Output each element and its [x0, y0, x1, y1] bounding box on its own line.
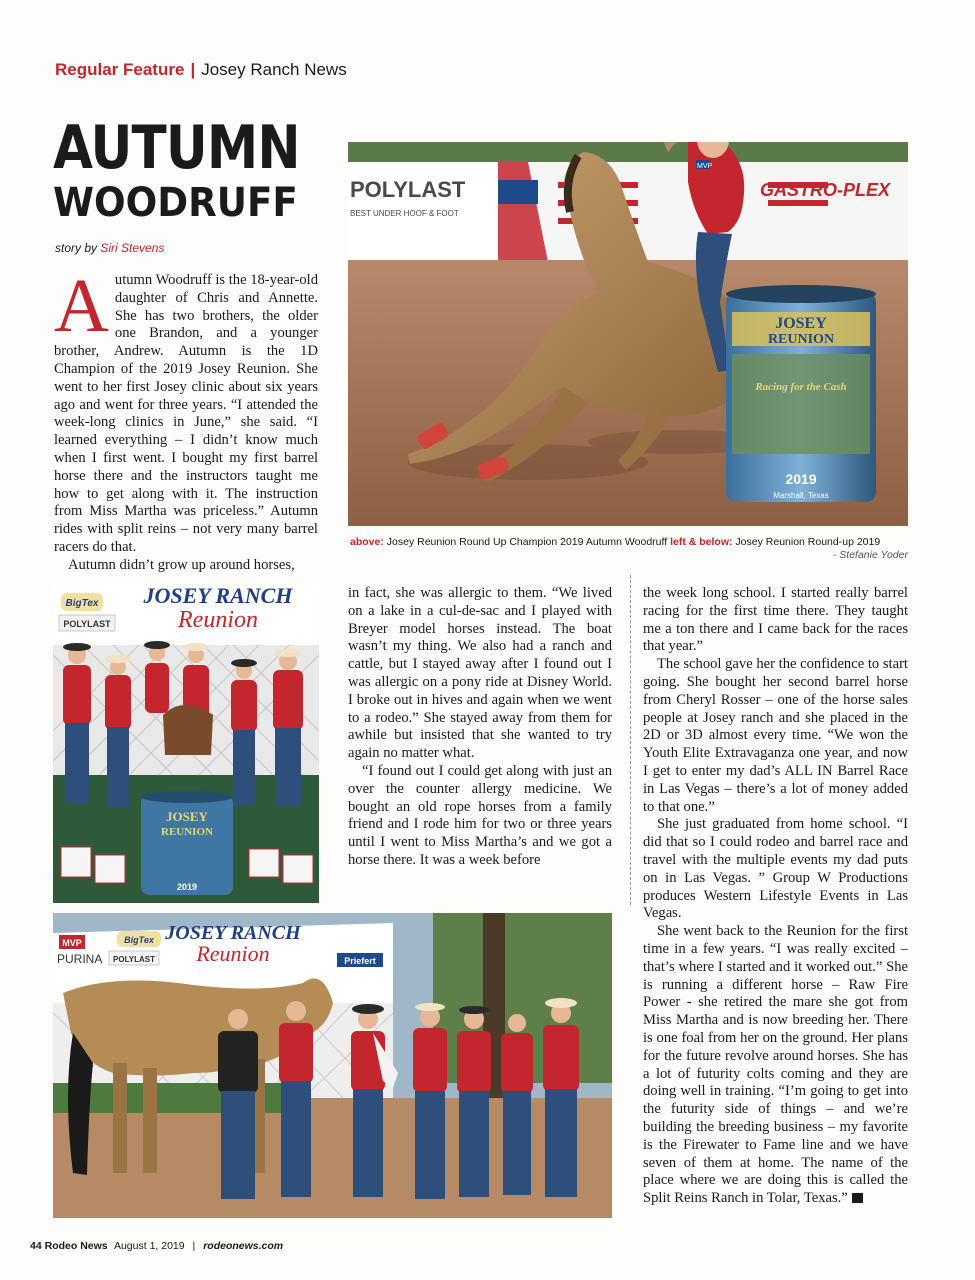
footer-separator: | [192, 1240, 196, 1252]
barrel-location: Marshall, Texas [773, 491, 829, 500]
section-label: Regular Feature [55, 60, 185, 79]
banner-gastroplex: GASTRO-PLEX [760, 180, 891, 200]
caption-label-above: above: [350, 536, 384, 548]
headline-line-1: AUTUMN [53, 113, 300, 183]
barrel-reunion: REUNION [767, 332, 835, 347]
sponsor-bigtex-bottom: BigTex [124, 935, 154, 945]
caption-name: Autumn Woodruff [585, 536, 668, 548]
banner-reunion: Reunion [178, 607, 258, 633]
website-link[interactable]: rodeonews.com [203, 1240, 284, 1252]
left-barrel-josey: JOSEY [166, 809, 208, 824]
article-paragraph: She just graduated from home school. “I did that so I could rodeo and barrel race and travel with the multiple events my dad puts on in Las Vegas. ” Group W Productions produces Western Lifestyle Events in Las Vegas. [643, 816, 908, 922]
kicker-separator: | [190, 60, 196, 79]
left-barrel-reunion: REUNION [161, 826, 213, 838]
banner-polylast: POLYLAST [350, 177, 466, 202]
banner-josey-ranch-bottom: JOSEY RANCH [165, 922, 301, 944]
article-paragraph: She went back to the Reunion for the first time in a few years. “I was really excited – that’s where I started and it worked out.” She is running a different horse – Raw Fire Power - she retired the mare she got from Miss Martha and is now breeding her. There is one foal from her on the ground. Her plans for the future revolve around horses. She has a lot of futurity colts coming and they are doing well in training. “I’m going to get into the futurity side of things – and we’re building the breeding business – my favorite is the Firewater to Fame line and we have seven of them at home. The name of the place where we are doing this is called the Split Reins Ranch in Tolar, Texas.” [643, 923, 908, 1207]
page-footer [30, 1240, 283, 1252]
caption-text-above: Josey Reunion Round Up Champion 2019 [386, 536, 584, 548]
article-paragraph: the week long school. I started really barrel racing for the first time there. They taught me a ton there and I came back for the races that year.” [643, 585, 908, 655]
sponsor-polylast-bottom: POLYLAST [113, 955, 155, 964]
article-paragraph: The school gave her the confidence to start going. She bought her second barrel horse from Cheryl Rosser – one of the horse sales people at Josey ranch and she placed in the 2D or 3D almost every time. “We won the Youth Elite Extravaganza one year, and now I get to enter my dad’s ALL IN Barrel Race in Las Vegas – there’s a lot of money added to that one.” [643, 656, 908, 815]
column-divider [630, 575, 631, 905]
photo-group-with-horse [53, 913, 612, 1218]
article-column-3 [643, 585, 908, 1208]
headline-line-2: WOODRUFF [53, 180, 298, 226]
caption-label-left-below: left & below: [670, 536, 733, 548]
caption-text-left-below: Josey Reunion Round-up 2019 [735, 536, 881, 548]
article-paragraph: Autumn didn’t grow up around horses, [68, 556, 295, 573]
photo-caption [350, 536, 908, 562]
sponsor-polylast: POLYLAST [63, 619, 111, 629]
page-number: 44 [30, 1240, 42, 1252]
left-barrel-year: 2019 [176, 882, 198, 892]
byline-author: Siri Stevens [100, 241, 165, 255]
article-paragraph: “I found out I could get along with just an over the counter allergy medicine. We bought an old rope horses from a family friend and I rode him for two or three years until I went to Miss Martha’s and we got a horse there. It was a week before [348, 762, 612, 868]
sponsor-purina: PURINA [57, 952, 103, 966]
banner-josey-ranch: JOSEY RANCH [143, 585, 293, 608]
issue-date: August 1, 2019 [113, 1240, 185, 1252]
sponsor-priefert: Priefert [344, 956, 376, 966]
sponsor-mvp: MVP [62, 938, 82, 948]
byline [55, 241, 164, 255]
article-column-1 [54, 264, 318, 575]
article-paragraph: Autumn Woodruff is the 18-year-old daughter of Chris and Annette. She has two brothers, the older one Brandon, and a younger brother, Andrew. Autumn is the 1D Champion of the 2019 Josey Reunion. She went to her first Josey clinic about six years ago and went for three years. “I attended the week-long clinics in June,” she said. “I learned everything – I didn’t know much when I first went. I bought my first barrel horse there and the instructors taught me how to get along with it. The instruction from Miss Martha was priceless.” Autumn rides with split reins – not very many barrel racers do that. [54, 264, 318, 555]
banner-reunion-bottom: Reunion [196, 941, 270, 966]
vest-patch: MVP [697, 163, 713, 170]
photo-credit: - Stefanie Yoder [832, 549, 908, 561]
sponsor-bigtex: BigTex [65, 598, 99, 609]
byline-prefix: story by [55, 241, 98, 255]
article-column-2 [348, 585, 612, 870]
barrel-josey: JOSEY [775, 315, 827, 332]
publication-name: Rodeo News [44, 1240, 108, 1252]
section-kicker [55, 60, 347, 80]
subsection-label: Josey Ranch News [201, 60, 347, 79]
end-mark-icon [852, 1193, 863, 1203]
article-paragraph: in fact, she was allergic to them. “We lived on a lake in a cul-de-sac and I played with Breyer model horses instead. The boat wasn’t my thing. We also had a ranch and cattle, but I stayed away after I found out I was allergic on a pony ride at Disney World. I broke out in hives and again when we went to a rodeo.” She stayed away from them for awhile but insisted that she wanted to try again no matter what. [348, 585, 612, 762]
barrel-slogan: Racing for the Cash [755, 381, 847, 393]
drop-cap: A [54, 264, 109, 348]
photo-barrel-race [348, 142, 908, 526]
photo-award-group [53, 585, 319, 903]
barrel-year: 2019 [785, 471, 817, 487]
banner-polylast-tagline: BEST UNDER HOOF & FOOT [350, 209, 459, 218]
